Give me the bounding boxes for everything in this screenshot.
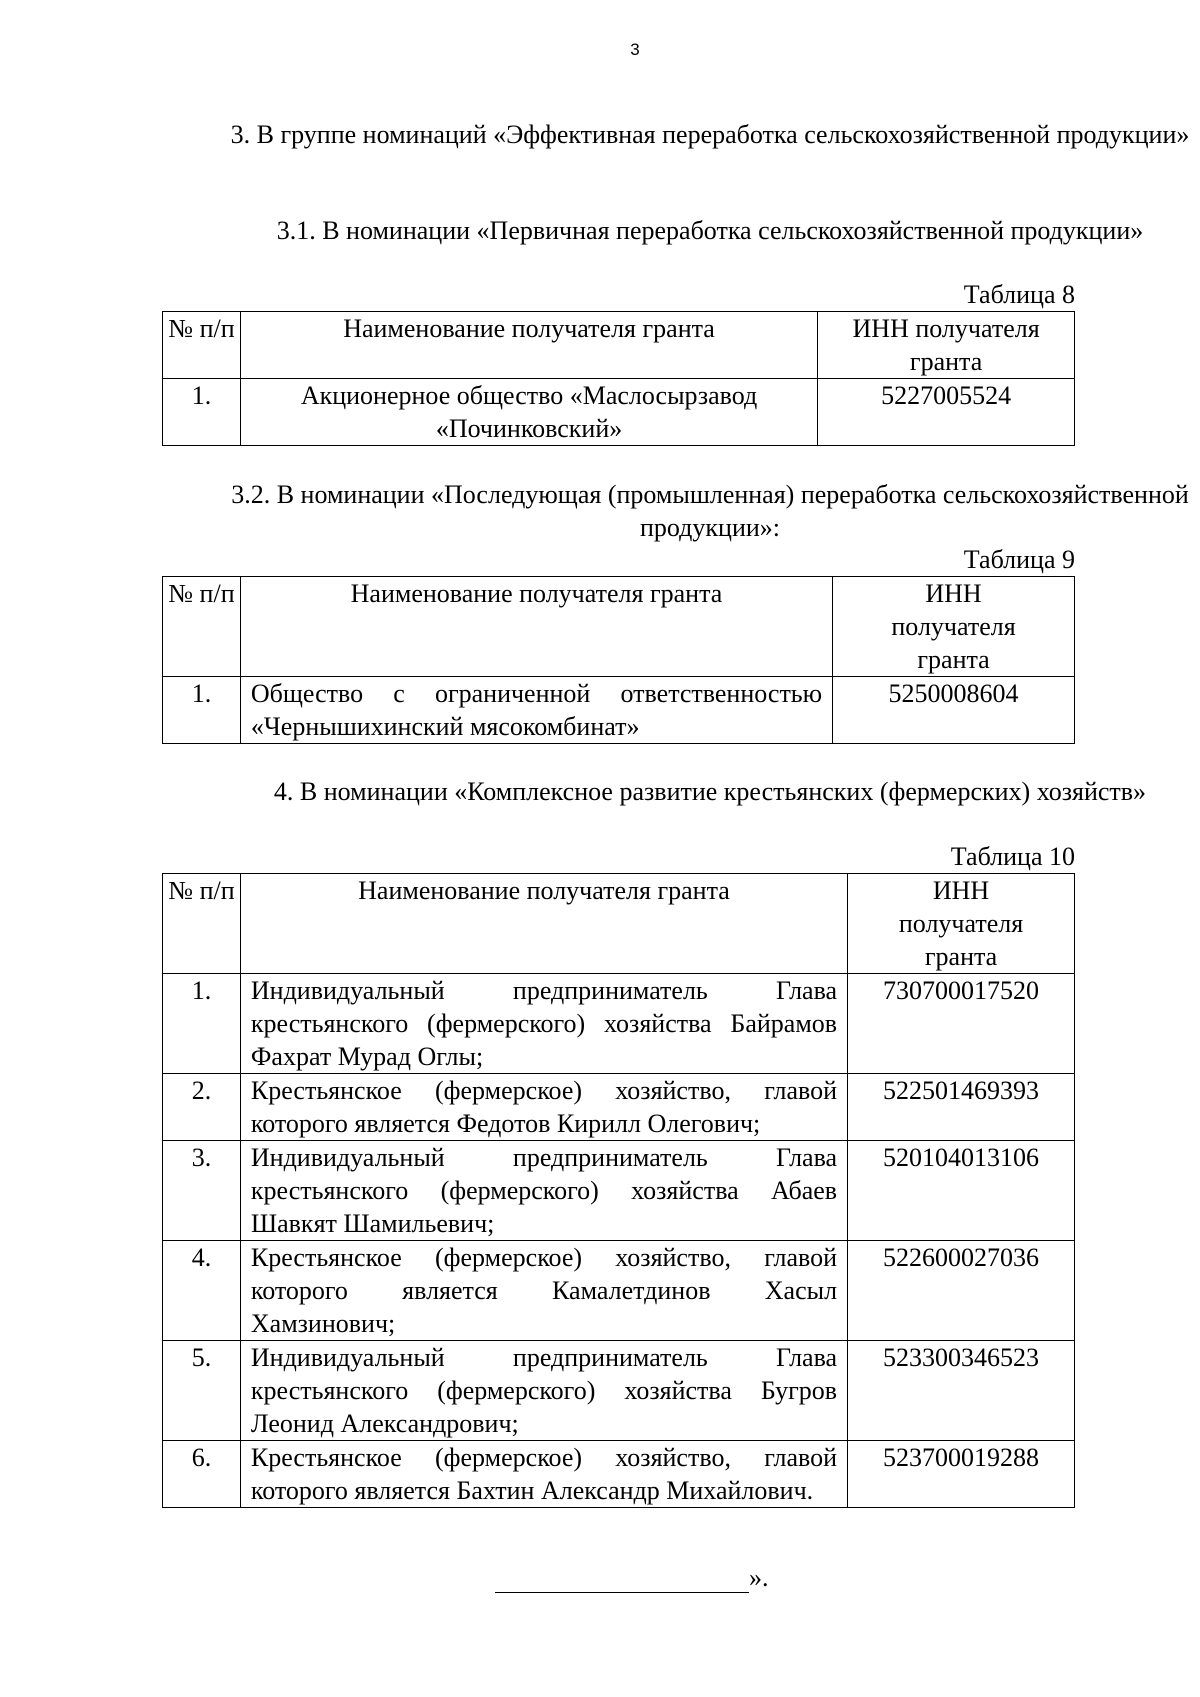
row-name: Крестьянское (фермерское) хозяйство, главой которого является Камалетдинов Хасыл Хамзинович; bbox=[240, 1241, 847, 1341]
signature-line bbox=[495, 1566, 749, 1593]
section-3-1-heading: 3.1. В номинации «Первичная переработка сельскохозяйственной продукции» bbox=[276, 216, 1144, 245]
row-num: 3. bbox=[163, 1141, 241, 1241]
col-header-name: Наименование получателя гранта bbox=[240, 874, 847, 974]
col-header-name: Наименование получателя гранта bbox=[240, 312, 817, 379]
closing-quote: ». bbox=[749, 1563, 769, 1592]
table-header-row bbox=[163, 312, 1075, 379]
table-10-caption: Таблица 10 bbox=[950, 842, 1075, 871]
col-header-num: № п/п bbox=[163, 874, 241, 974]
page-number: 3 bbox=[630, 40, 640, 59]
table-row bbox=[163, 1341, 1075, 1441]
col-header-num: № п/п bbox=[163, 312, 241, 379]
row-num: 1. bbox=[163, 677, 241, 744]
row-name: Индивидуальный предприниматель Глава крестьянского (фермерского) хозяйства Байрамов Фахрат Мурад Оглы; bbox=[240, 974, 847, 1074]
row-num: 1. bbox=[163, 974, 241, 1074]
col-header-num: № п/п bbox=[163, 577, 241, 677]
table-row bbox=[163, 1074, 1075, 1141]
table-row bbox=[163, 379, 1075, 446]
row-inn: 5250008604 bbox=[833, 677, 1075, 744]
row-inn: 5227005524 bbox=[818, 379, 1075, 446]
table-9 bbox=[162, 576, 1075, 744]
table-8 bbox=[162, 311, 1075, 446]
table-row bbox=[163, 1141, 1075, 1241]
table-header-row bbox=[163, 577, 1075, 677]
table-header-row bbox=[163, 874, 1075, 974]
row-name: Акционерное общество «Маслосырзавод «Починковский» bbox=[240, 379, 817, 446]
table-9-caption: Таблица 9 bbox=[963, 545, 1075, 574]
col-header-inn: ИНН получателя гранта bbox=[833, 577, 1075, 677]
table-10 bbox=[162, 873, 1075, 1508]
section-3-2-heading: 3.2. В номинации «Последующая (промышленная) переработка сельскохозяйственной продукции»: bbox=[231, 480, 1189, 542]
table-row bbox=[163, 974, 1075, 1074]
col-header-inn: ИНН получателя гранта bbox=[818, 312, 1075, 379]
row-inn: 730700017520 bbox=[848, 974, 1075, 1074]
section-3-heading: 3. В группе номинаций «Эффективная переработка сельскохозяйственной продукции» bbox=[230, 120, 1190, 149]
row-num: 5. bbox=[163, 1341, 241, 1441]
row-name: Крестьянское (фермерское) хозяйство, главой которого является Федотов Кирилл Олегович; bbox=[240, 1074, 847, 1141]
row-name: Крестьянское (фермерское) хозяйство, главой которого является Бахтин Александр Михайлович. bbox=[240, 1441, 847, 1508]
table-row bbox=[163, 1441, 1075, 1508]
row-inn: 523700019288 bbox=[848, 1441, 1075, 1508]
section-4-heading: 4. В номинации «Комплексное развитие крестьянских (фермерских) хозяйств» bbox=[273, 777, 1147, 806]
row-num: 4. bbox=[163, 1241, 241, 1341]
row-num: 1. bbox=[163, 379, 241, 446]
row-name: Общество с ограниченной ответственностью «Чернышихинский мясокомбинат» bbox=[240, 677, 832, 744]
closing-mark bbox=[495, 1563, 769, 1593]
col-header-name: Наименование получателя гранта bbox=[240, 577, 832, 677]
row-inn: 523300346523 bbox=[848, 1341, 1075, 1441]
row-name: Индивидуальный предприниматель Глава крестьянского (фермерского) хозяйства Абаев Шавкят Шамильевич; bbox=[240, 1141, 847, 1241]
row-inn: 520104013106 bbox=[848, 1141, 1075, 1241]
table-row bbox=[163, 1241, 1075, 1341]
row-num: 6. bbox=[163, 1441, 241, 1508]
row-inn: 522501469393 bbox=[848, 1074, 1075, 1141]
row-inn: 522600027036 bbox=[848, 1241, 1075, 1341]
table-row bbox=[163, 677, 1075, 744]
row-num: 2. bbox=[163, 1074, 241, 1141]
row-name: Индивидуальный предприниматель Глава крестьянского (фермерского) хозяйства Бугров Леонид Александрович; bbox=[240, 1341, 847, 1441]
table-8-caption: Таблица 8 bbox=[963, 280, 1075, 309]
col-header-inn: ИНН получателя гранта bbox=[848, 874, 1075, 974]
